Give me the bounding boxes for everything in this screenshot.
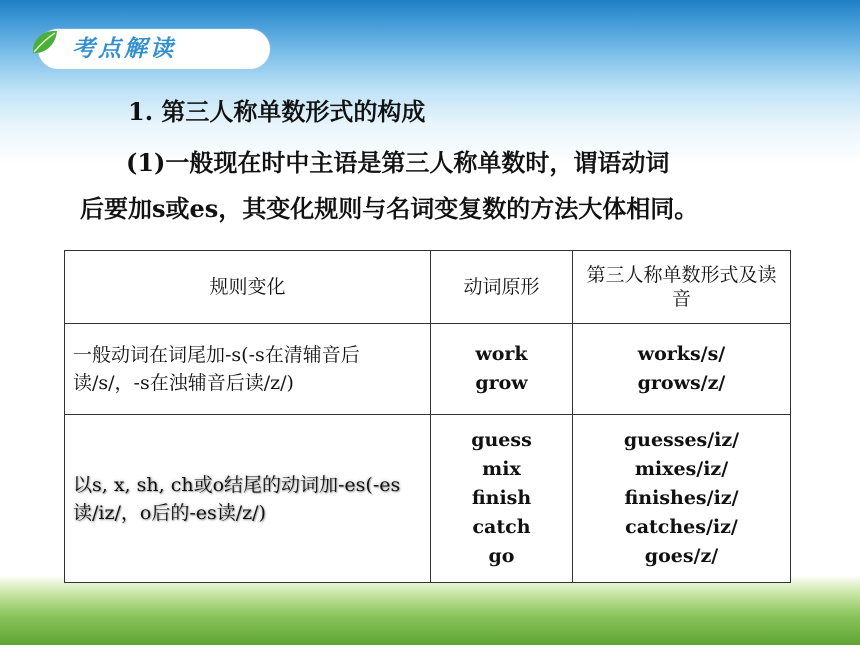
base-form-cell [431,415,573,583]
base-form: guess [471,429,532,451]
rule-cell: 以s, x, sh, ch或o结尾的动词加-es(-es读/iz/，o后的-es读/z/) [65,415,431,583]
intro-paragraph [80,140,800,232]
base-form-cell [431,324,573,415]
grass-background [0,575,860,645]
rules-table [64,250,791,583]
third-person-form: finishes/iz/ [624,487,739,509]
third-person-form: guesses/iz/ [623,429,740,451]
base-form: catch [472,516,531,538]
banner-title: 考点解读 [72,36,176,62]
rule-cell: 一般动词在词尾加-s(-s在清辅音后读/s/，-s在浊辅音后读/z/) [65,324,431,415]
green-leaf-icon [30,28,60,56]
third-person-cell [573,415,791,583]
third-person-form: works/s/ [637,343,726,365]
paragraph-line-2: 后要加s或es，其变化规则与名词变复数的方法大体相同。 [80,194,699,223]
header-third-person: 第三人称单数形式及读音 [573,251,791,324]
base-form: mix [482,458,521,480]
third-person-form: catches/iz/ [625,516,738,538]
table-header-row [65,251,791,324]
paragraph-line-1: (1)一般现在时中主语是第三人称单数时，谓语动词 [126,148,670,177]
table-row [65,415,791,583]
third-person-form: mixes/iz/ [634,458,729,480]
third-person-form: goes/z/ [644,545,719,567]
section-heading: 1. 第三人称单数形式的构成 [128,97,426,126]
header-rule: 规则变化 [65,251,431,324]
third-person-form: grows/z/ [637,372,726,394]
third-person-cell [573,324,791,415]
base-form: work [475,343,528,365]
base-form: go [488,545,515,567]
table-row [65,324,791,415]
base-form: grow [475,372,528,394]
header-base-form: 动词原形 [431,251,573,324]
base-form: finish [471,487,532,509]
